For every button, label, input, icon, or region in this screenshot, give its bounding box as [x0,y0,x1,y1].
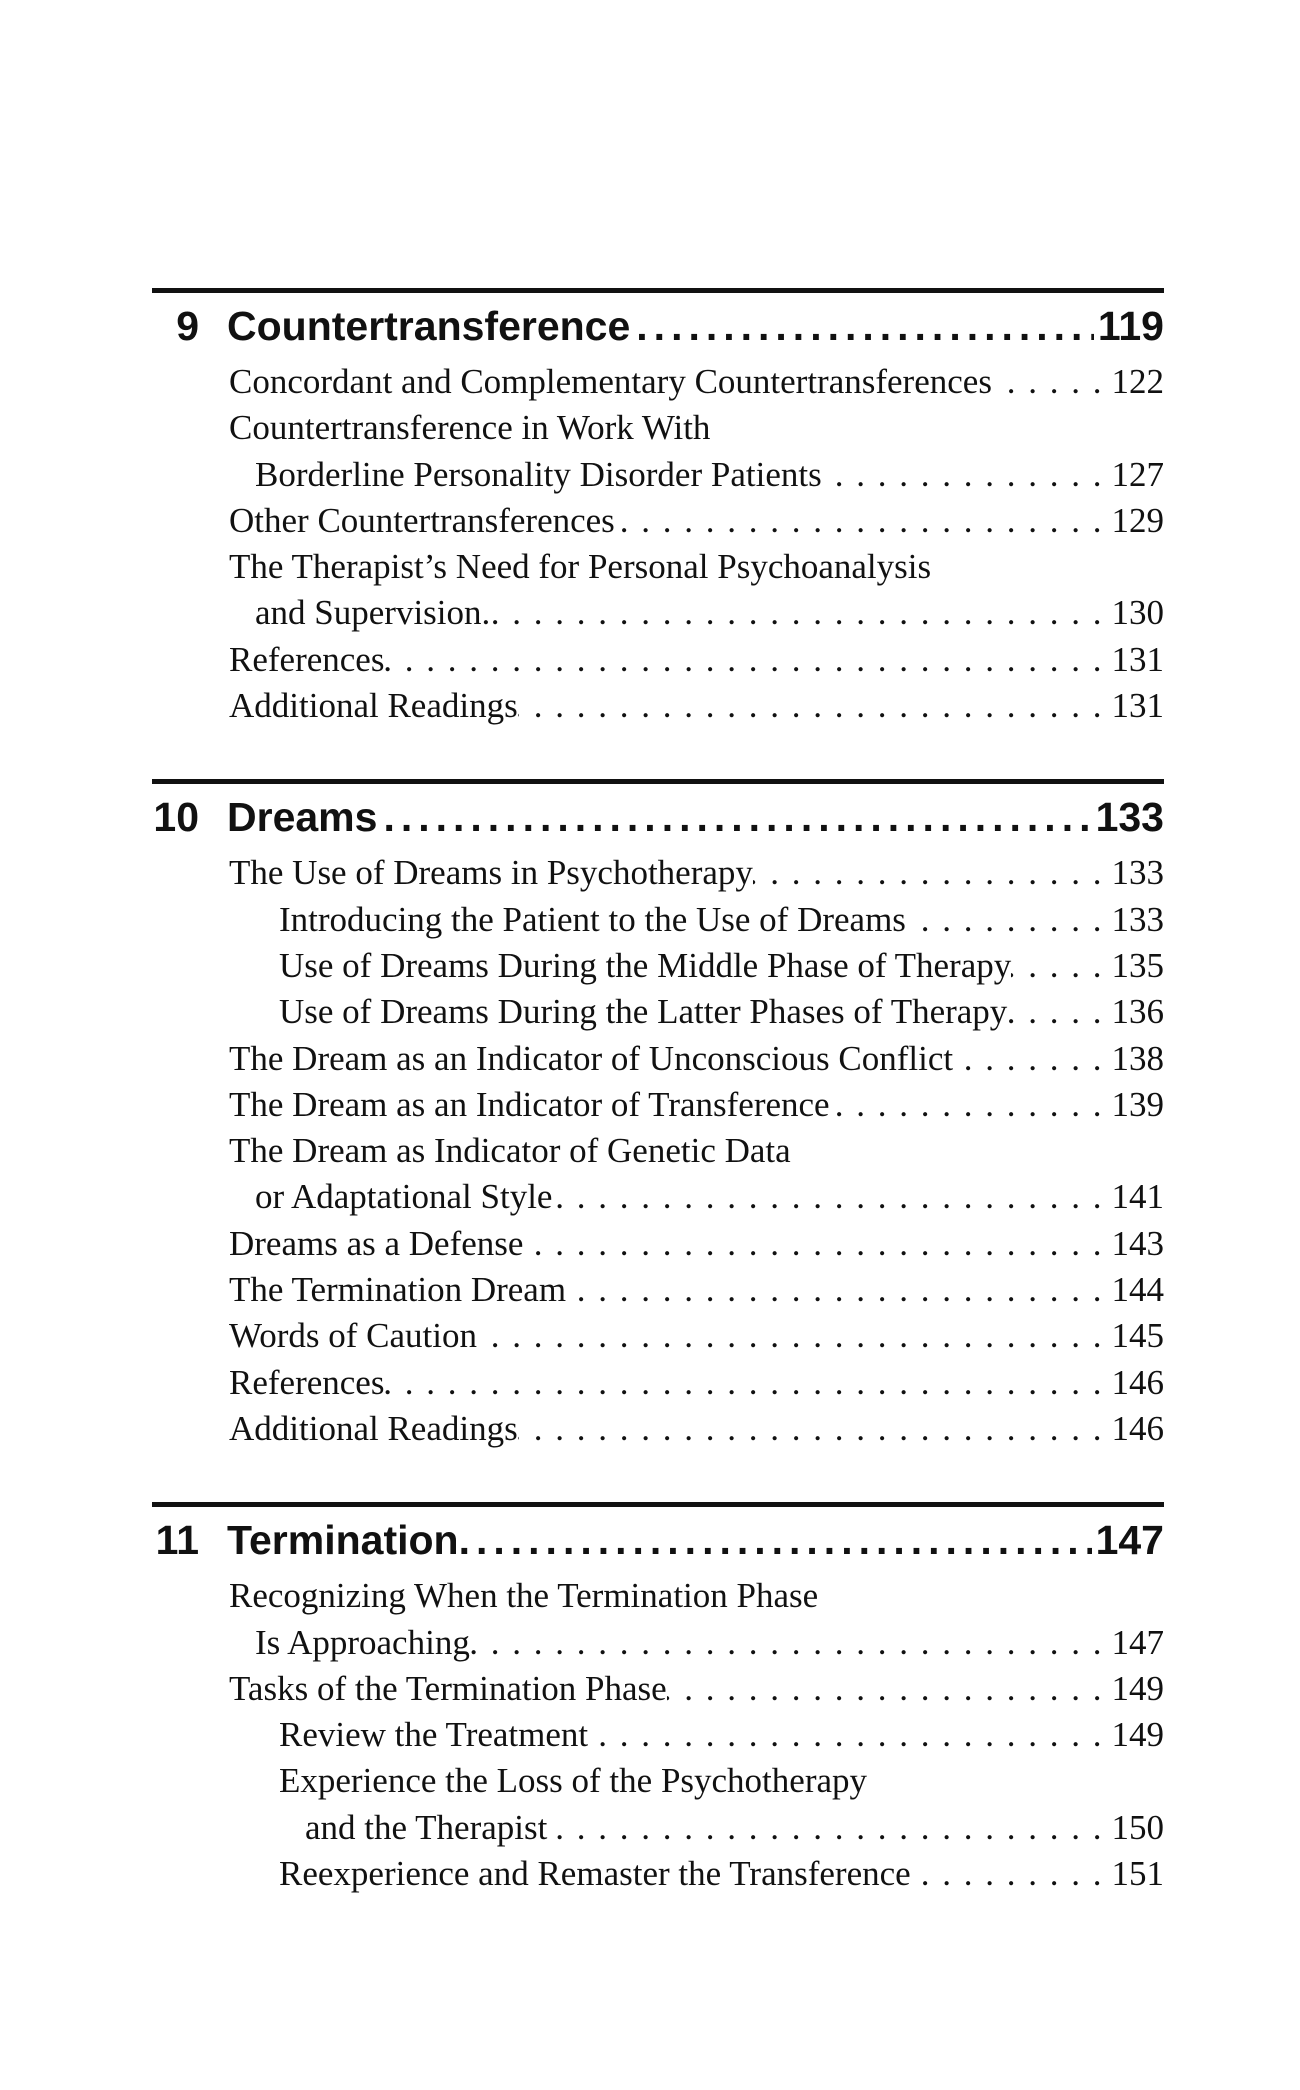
chapter-page-number: 119 [1097,303,1164,349]
toc-entry[interactable] [152,637,1164,683]
entry-title: Additional Readings [229,1408,518,1448]
dot-leader [992,359,1104,405]
entry-title: Is Approaching [255,1622,470,1662]
chapter-entries [152,1573,1164,1897]
chapter-heading[interactable] [152,1507,1164,1573]
toc-entry[interactable] [152,498,1164,544]
dot-leader [1007,989,1103,1035]
chapter-page-number: 133 [1095,794,1164,841]
dot-leader [384,1360,1103,1406]
chapter-title: Dreams [227,794,378,841]
toc-entry[interactable] [152,544,1164,590]
entry-page-number: 141 [1111,1177,1164,1217]
chapter-title: Countertransference [227,303,631,349]
entry-title: The Dream as Indicator of Genetic Data [229,1131,791,1171]
chapter-number: 11 [155,1517,199,1564]
toc-entry-continuation[interactable] [152,1174,1164,1220]
entry-page-number: 150 [1111,1807,1164,1847]
dot-leader [906,897,1104,943]
toc-subentry[interactable] [152,989,1164,1035]
entry-title: References [229,639,385,679]
entry-title: Other Countertransferences [229,500,615,540]
entry-title: and the Therapist [305,1807,548,1847]
dot-leader [1011,943,1103,989]
entry-page-number: 131 [1111,639,1164,679]
entry-page-number: 133 [1111,899,1164,939]
chapter-section [152,1502,1164,1897]
entry-page-number: 129 [1111,500,1164,540]
chapter-section [152,779,1164,1452]
toc-entry[interactable] [152,683,1164,729]
dot-leader [822,452,1104,498]
entry-page-number: 131 [1111,686,1164,726]
entry-title: Tasks of the Termination Phase [229,1668,667,1708]
chapter-entries [152,850,1164,1452]
entry-title: Use of Dreams During the Middle Phase of Therapy [279,945,1012,985]
toc-subentry[interactable] [152,897,1164,943]
toc-entry-continuation[interactable] [152,1620,1164,1666]
dot-leader [588,1712,1103,1758]
toc-subentry[interactable] [152,943,1164,989]
chapter-entries [152,359,1164,729]
toc-entry[interactable] [152,1406,1164,1452]
toc-entry[interactable] [152,359,1164,405]
dot-leader [490,590,1103,636]
toc-entry[interactable] [152,1036,1164,1082]
dot-leader [830,1082,1104,1128]
dot-leader [470,1620,1104,1666]
entry-title: References [229,1362,385,1402]
dot-leader [911,1851,1104,1897]
dot-leader [667,1666,1104,1712]
toc-entry[interactable] [152,1360,1164,1406]
entry-page-number: 136 [1111,992,1164,1032]
chapter-page-number: 147 [1095,1517,1164,1564]
entry-page-number: 143 [1111,1223,1164,1263]
entry-title: Use of Dreams During the Latter Phases of Therapy [279,992,1008,1032]
toc-subentry[interactable] [152,1758,1164,1804]
toc-entry[interactable] [152,1666,1164,1712]
entry-title: Dreams as a Defense [229,1223,524,1263]
dot-leader [377,794,1091,840]
dot-leader [470,1517,1092,1563]
entry-page-number: 147 [1111,1622,1164,1662]
chapter-heading[interactable] [152,784,1164,850]
entry-page-number: 133 [1111,853,1164,893]
dot-leader [518,683,1104,729]
dot-leader [953,1036,1103,1082]
entry-title: Concordant and Complementary Countertransferences [229,362,992,401]
dot-leader [630,303,1094,349]
toc-subentry[interactable] [152,1851,1164,1897]
entry-title: Introducing the Patient to the Use of Dreams [279,899,906,939]
entry-title: Recognizing When the Termination Phase [229,1576,819,1616]
table-of-contents [152,288,1164,1947]
entry-title: Additional Readings [229,686,518,726]
dot-leader [566,1267,1103,1313]
entry-title: Countertransference in Work With [229,408,711,448]
entry-title: Review the Treatment [279,1715,589,1755]
dot-leader [552,1174,1103,1220]
entry-page-number: 151 [1111,1854,1164,1894]
toc-entry[interactable] [152,1313,1164,1359]
entry-page-number: 135 [1111,945,1164,985]
entry-title: The Termination Dream [229,1270,567,1310]
dot-leader [547,1805,1103,1851]
entry-page-number: 145 [1111,1316,1164,1356]
dot-leader [477,1313,1104,1359]
entry-page-number: 144 [1111,1270,1164,1310]
entry-title: The Therapist’s Need for Personal Psychoanalysis [229,547,932,587]
entry-page-number: 149 [1111,1715,1164,1755]
entry-page-number: 130 [1111,593,1164,633]
toc-entry[interactable] [152,1128,1164,1174]
entry-page-number: 139 [1111,1084,1164,1124]
entry-title: Words of Caution [229,1316,477,1356]
toc-entry[interactable] [152,1573,1164,1619]
dot-leader [384,637,1103,683]
toc-subentry[interactable] [152,1712,1164,1758]
toc-entry[interactable] [152,1267,1164,1313]
entry-title: The Dream as an Indicator of Unconscious Conflict [229,1038,954,1078]
entry-page-number: 149 [1111,1668,1164,1708]
entry-title: The Dream as an Indicator of Transference [229,1084,830,1124]
entry-title: Borderline Personality Disorder Patients [255,454,822,494]
entry-title: Reexperience and Remaster the Transference [279,1854,911,1894]
toc-entry-continuation[interactable] [152,590,1164,636]
chapter-title: Termination. [227,1517,470,1564]
toc-entry[interactable] [152,850,1164,896]
entry-title: The Use of Dreams in Psychotherapy [229,853,753,893]
entry-page-number: 146 [1111,1408,1164,1448]
chapter-heading[interactable] [152,293,1164,359]
entry-page-number: 122 [1111,362,1164,401]
toc-entry-continuation[interactable] [152,452,1164,498]
toc-entry[interactable] [152,1082,1164,1128]
toc-subentry-continuation[interactable] [152,1805,1164,1851]
dot-leader [518,1406,1104,1452]
entry-page-number: 146 [1111,1362,1164,1402]
entry-title: or Adaptational Style [255,1177,553,1217]
dot-leader [753,850,1104,896]
entry-page-number: 138 [1111,1038,1164,1078]
entry-title: and Supervision. [255,593,491,633]
entry-page-number: 127 [1111,454,1164,494]
chapter-number: 10 [153,794,199,841]
chapter-number: 9 [176,303,199,349]
toc-entry[interactable] [152,1221,1164,1267]
entry-title: Experience the Loss of the Psychotherapy [279,1761,868,1801]
chapter-section [152,288,1164,729]
dot-leader [523,1221,1103,1267]
dot-leader [615,498,1104,544]
toc-entry[interactable] [152,405,1164,451]
